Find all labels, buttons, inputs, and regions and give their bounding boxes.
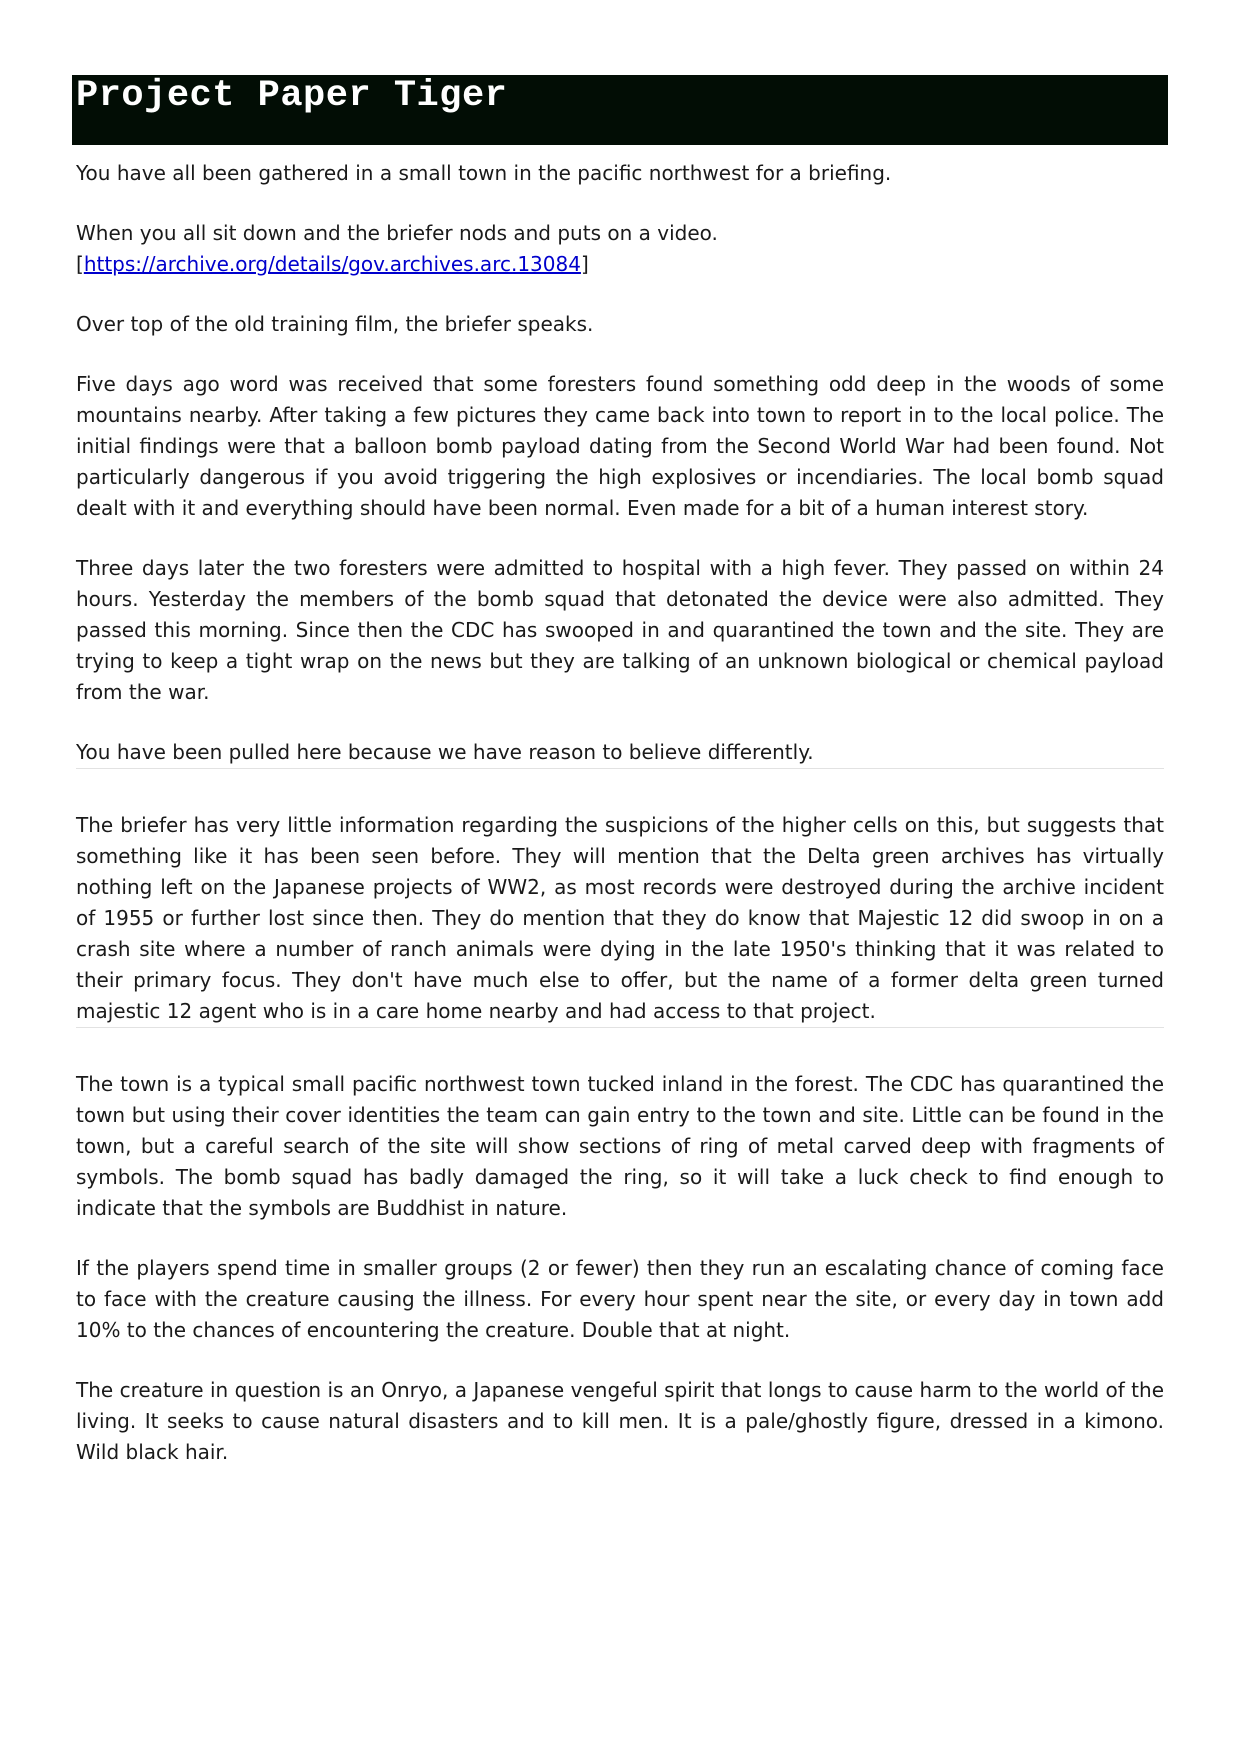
section-divider [76,1027,1164,1028]
paragraph-five-days-ago: Five days ago word was received that some foresters found something odd deep in the woods of some mountains nearby. After taking a few pictures they came back into town to report in to the local police. The initial findings were that a balloon bomb payload dating from the Second World War had been found. Not particularly dangerous if you avoid triggering the high explosives or incendiaries. The local bomb squad dealt with it and everything should have been normal. Even made for a bit of a human interest story. [76,372,1164,520]
paragraph-creature-description: The creature in question is an Onryo, a Japanese vengeful spirit that longs to cause harm to the world of the living. It seeks to cause natural disasters and to kill men. It is a pale/ghostly figure, dressed in a kimono. Wild black hair. [76,1378,1164,1464]
paragraph-three-days-later: Three days later the two foresters were admitted to hospital with a high fever. They passed on within 24 hours. Yesterday the members of the bomb squad that detonated the device were also admitted. They passed this morning. Since then the CDC has swooped in and quarantined the town and the site. They are trying to keep a tight wrap on the news but they are talking of an unknown biological or chemical payload from the war. [76,556,1164,704]
page-title: Project Paper Tiger [76,75,508,117]
paragraph-briefer-information: The briefer has very little information regarding the suspicions of the higher cells on this, but suggests that something like it has been seen before. They will mention that the Delta green archives has virtually nothing left on the Japanese projects of WW2, as most records were destroyed during the archive incident of 1955 or further lost since then. They do mention that they do know that Majestic 12 did swoop in on a crash site where a number of ranch animals were dying in the late 1950's thinking that it was related to their primary focus. They don't have much else to offer, but the name of a former delta green turned majestic 12 agent who is in a care home nearby and had access to that project. [76,813,1164,1023]
document-page [72,75,1168,1468]
bracket-close: ] [580,252,589,276]
paragraph-briefer-speaks: Over top of the old training film, the briefer speaks. [76,312,594,336]
document-body [72,158,1168,1468]
bracket-open: [ [76,252,84,276]
video-intro-text: When you all sit down and the briefer nods and puts on a video. [76,221,718,245]
section-divider [76,768,1164,769]
paragraph-encounter-chance: If the players spend time in smaller groups (2 or fewer) then they run an escalating chance of coming face to face with the creature causing the illness. For every hour spent near the site, or every day in town add 10% to the chances of encountering the creature. Double that at night. [76,1256,1164,1342]
paragraph-pulled-here: You have been pulled here because we have reason to believe differently. [76,740,814,764]
archive-video-link[interactable]: https://archive.org/details/gov.archives.arc.13084 [83,252,581,276]
paragraph-gathered: You have all been gathered in a small town in the pacific northwest for a briefing. [76,161,892,185]
title-bar [72,75,1168,145]
paragraph-town-description: The town is a typical small pacific northwest town tucked inland in the forest. The CDC has quarantined the town but using their cover identities the team can gain entry to the town and site. Little can be found in the town, but a careful search of the site will show sections of ring of metal carved deep with fragments of symbols. The bomb squad has badly damaged the ring, so it will take a luck check to find enough to indicate that the symbols are Buddhist in nature. [76,1072,1164,1220]
paragraph-video [76,218,1164,280]
